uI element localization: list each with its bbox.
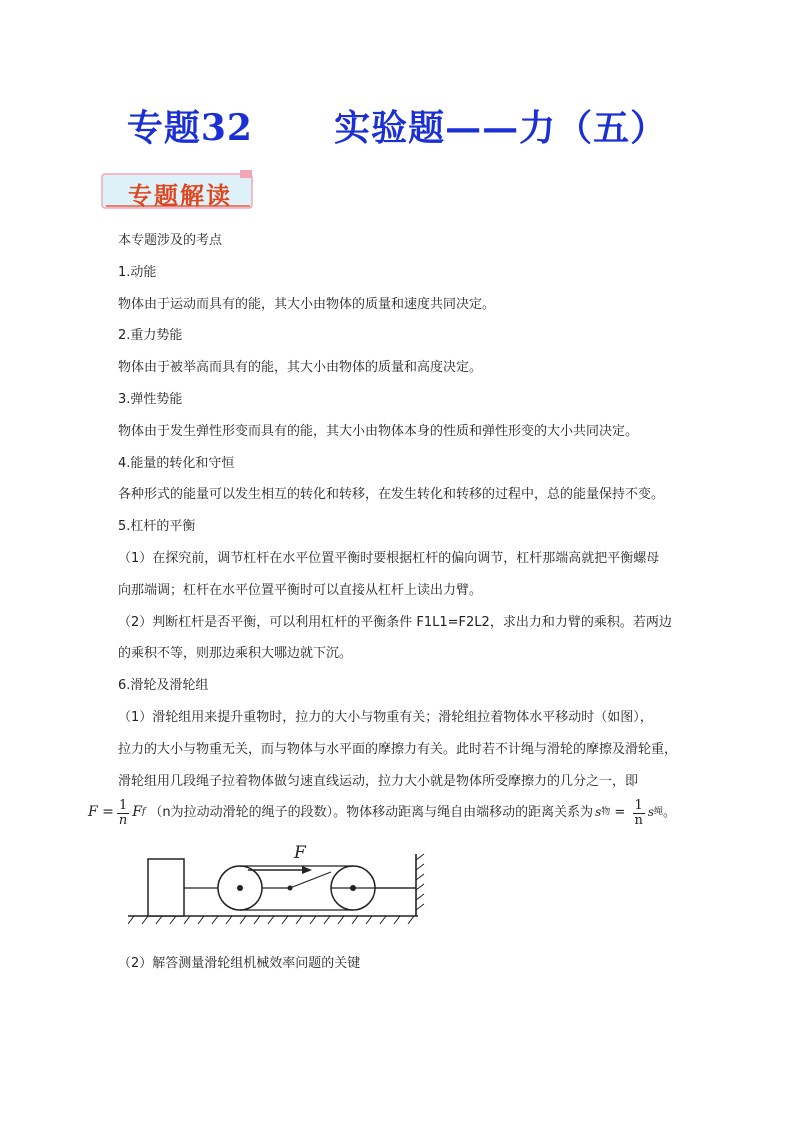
- friction-symbol: F: [132, 804, 142, 821]
- article-body: [88, 225, 698, 829]
- distance-object-subscript: 物: [601, 807, 611, 818]
- section-3-heading: 3.弹性势能: [118, 391, 183, 407]
- formula-note: （n为拉动动滑轮的绳子的段数）。物体移动距离与绳自由端移动的距离关系为: [149, 805, 594, 821]
- fraction-numerator: 1: [118, 797, 128, 813]
- formula-equals: =: [610, 805, 630, 821]
- section-5-para-1-line-1: （1）在探究前，调节杠杆在水平位置平衡时要根据杠杆的偏向调节，杠杆那端高就把平衡螺母: [118, 550, 660, 566]
- formula-line: [88, 797, 698, 829]
- section-5-para-2-line-1: （2）判断杠杆是否平衡，可以利用杠杆的平衡条件 F1L1=F2L2，求出力和力臂的乘积。若两边: [118, 614, 672, 630]
- distance-rope-symbol: s: [647, 805, 654, 820]
- distance-object-symbol: s: [595, 805, 602, 820]
- section-2-heading: 2.重力势能: [118, 328, 183, 344]
- section-6-heading: 6.滑轮及滑轮组: [118, 678, 209, 694]
- badge-label: 专题解读: [128, 181, 232, 210]
- object-block: [148, 859, 184, 916]
- section-3-body: 物体由于发生弹性形变而具有的能，其大小由物体本身的性质和弹性形变的大小共同决定。: [118, 423, 639, 439]
- page-title: 专题32 实验题——力（五）: [126, 107, 668, 149]
- force-label: F: [294, 843, 306, 863]
- section-6-para-1-line-2: 拉力的大小与物重无关，而与物体与水平面的摩擦力有关。此时若不计绳与滑轮的摩擦及滑轮重，: [118, 741, 678, 757]
- distance-rope-subscript: 绳: [654, 807, 664, 818]
- section-5-heading: 5.杠杆的平衡: [118, 519, 196, 535]
- formula-fraction: [117, 799, 129, 828]
- section-1-body: 物体由于运动而具有的能，其大小由物体的质量和速度共同决定。: [118, 296, 496, 312]
- section-1-heading: 1.动能: [118, 264, 157, 280]
- section-4-heading: 4.能量的转化和守恒: [118, 455, 235, 471]
- distance-fraction-denominator: n: [634, 812, 643, 828]
- distance-fraction-numerator: 1: [634, 797, 643, 813]
- section-2-body: 物体由于被举高而具有的能，其大小由物体的质量和高度决定。: [118, 360, 483, 376]
- formula-lhs: F =: [88, 804, 114, 821]
- friction-subscript: f: [142, 807, 146, 818]
- section-6-para-1-line-1: （1）滑轮组用来提升重物时，拉力的大小与物重有关；滑轮组拉着物体水平移动时（如图），: [118, 709, 653, 725]
- intro-text: 本专题涉及的考点: [118, 233, 223, 248]
- section-5-para-1-line-2: 向那端调；杠杆在水平位置平衡时可以直接从杠杆上读出力臂。: [118, 582, 483, 598]
- section-6-para-2: （2）解答测量滑轮组机械效率问题的关键: [118, 956, 361, 971]
- fraction-denominator: n: [118, 812, 128, 828]
- section-4-body: 各种形式的能量可以发生相互的转化和转移，在发生转化和转移的过程中，总的能量保持不变。: [118, 487, 665, 503]
- distance-fraction: [632, 799, 644, 828]
- section-6-para-1-line-3: 滑轮组用几段绳子拉着物体做匀速直线运动，拉力大小就是物体所受摩擦力的几分之一，即: [118, 773, 639, 789]
- formula-end: 。: [663, 805, 677, 821]
- section-5-para-2-line-2: 的乘积不等，则那边乘积大哪边就下沉。: [118, 646, 353, 662]
- pulley-diagram: [128, 842, 430, 930]
- section-badge: [100, 170, 260, 212]
